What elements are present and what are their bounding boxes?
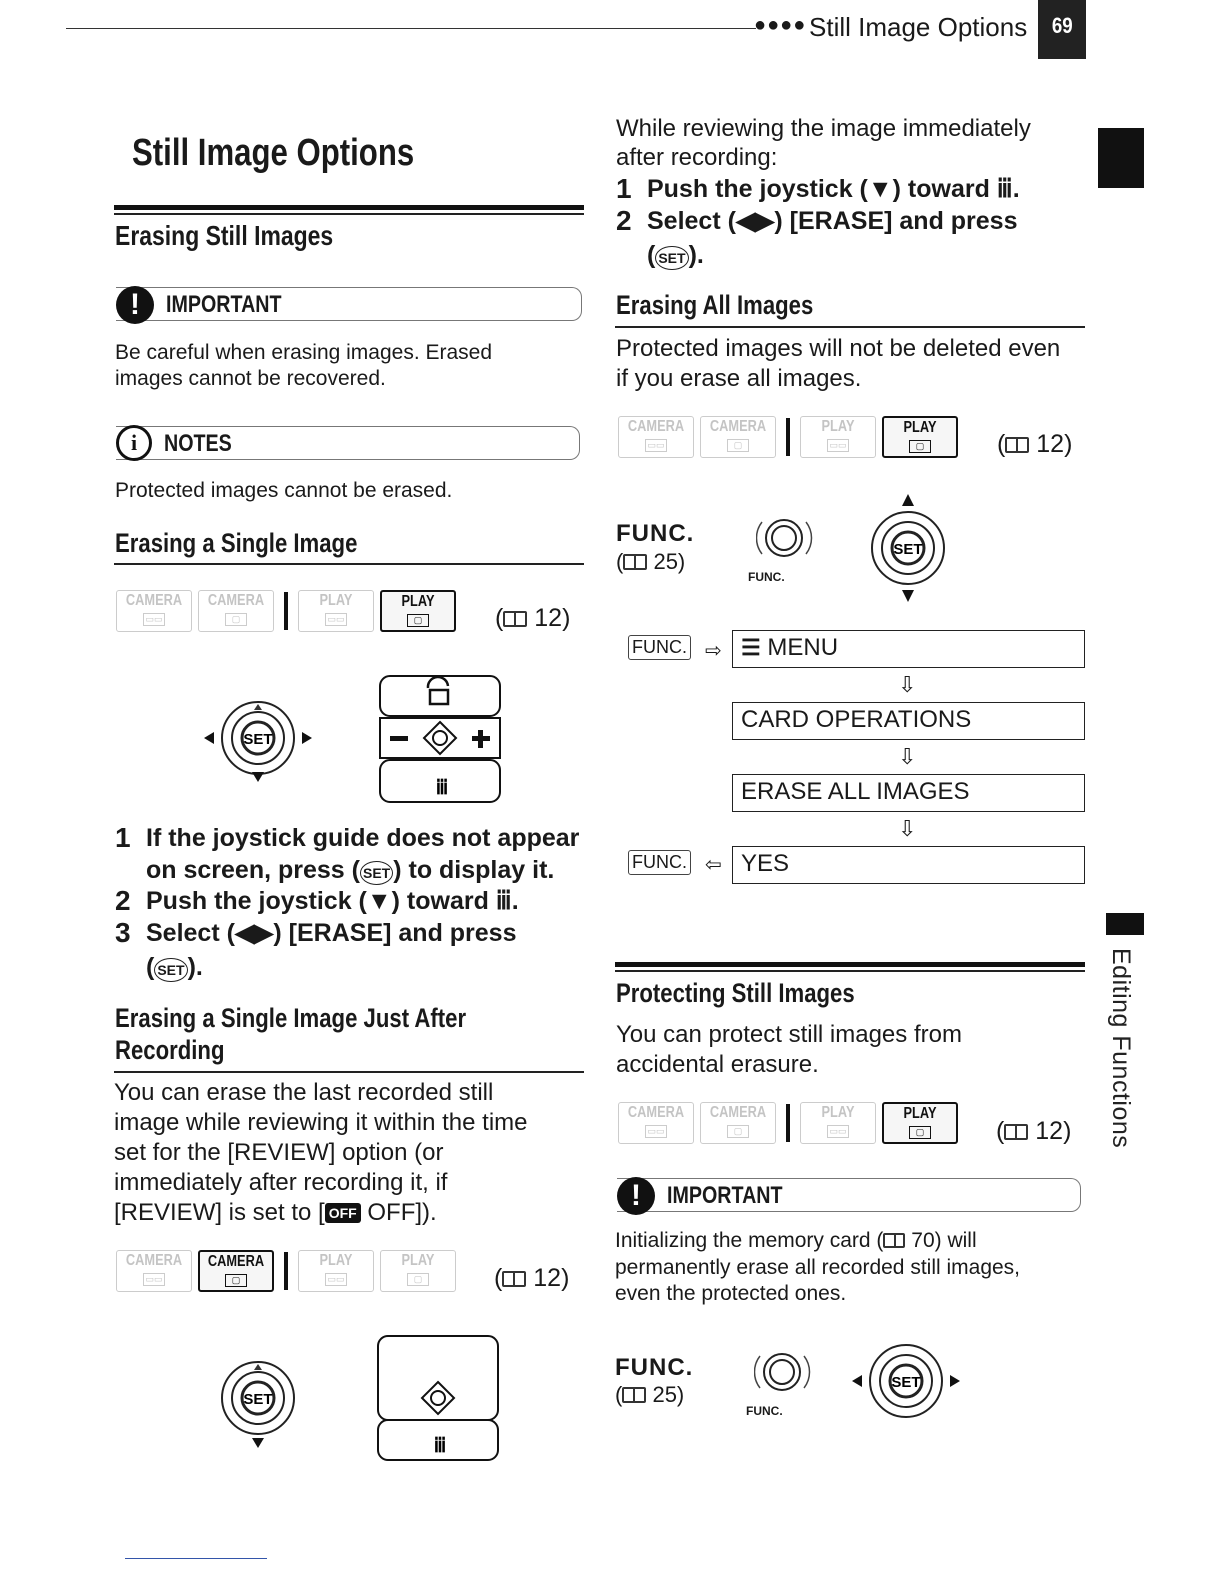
single-image-rule xyxy=(114,563,584,565)
mode-play-tape: PLAY ▭▭ xyxy=(298,1250,374,1292)
joystick-diagram-3 xyxy=(862,492,954,604)
page-ref-4: ( 12) xyxy=(996,1117,1072,1145)
chapter-side-label xyxy=(1106,948,1142,1178)
mode-bar-1 xyxy=(116,590,466,634)
important-callout-2 xyxy=(617,1178,1081,1212)
important-icon: ! xyxy=(617,1177,655,1215)
func-label-1: FUNC. xyxy=(616,520,695,547)
section-rule-thin xyxy=(114,213,584,215)
right-step-1: 1 Push the joystick (▼) toward ⅲ. xyxy=(616,173,1020,204)
review-text-1: While reviewing the image immediately xyxy=(616,115,1031,142)
book-icon xyxy=(502,1271,526,1287)
protect-rule-thick xyxy=(615,962,1085,967)
mode-camera-tape: CAMERA ▭▭ xyxy=(618,1102,694,1144)
joystick-diagram-2 xyxy=(212,1350,308,1460)
just-after-line-5: [REVIEW] is set to [ OFF OFF]). xyxy=(114,1199,437,1226)
book-icon xyxy=(1005,437,1029,453)
notes-label: NOTES xyxy=(164,430,232,457)
mode-bar-2 xyxy=(116,1250,466,1294)
func-small-label-1: FUNC. xyxy=(748,570,785,584)
page-title: Still Image Options xyxy=(132,132,415,174)
page-number: 69 xyxy=(1051,13,1073,38)
joystick-diagram-1 xyxy=(200,690,320,790)
important-label: IMPORTANT xyxy=(166,291,282,318)
mode-camera-card: CAMERA ▢ xyxy=(198,590,274,632)
chapter-marker-block xyxy=(1106,913,1144,935)
just-after-heading-1: Erasing a Single Image Just After xyxy=(115,1003,467,1033)
flow-menu-box: ☰ MENU xyxy=(732,630,1085,668)
important-label-2: IMPORTANT xyxy=(667,1182,783,1209)
mode-camera-tape: CAMERA ▭▭ xyxy=(116,1250,192,1292)
init-warning-line-1: Initializing the memory card ( 70) will xyxy=(615,1229,977,1252)
section-marker-block xyxy=(1098,128,1144,188)
page-ref-2: ( 12) xyxy=(494,1264,570,1292)
mode-play-tape: PLAY ▭▭ xyxy=(800,1102,876,1144)
svg-text:ⅲ: ⅲ xyxy=(433,1435,447,1457)
joystick-diagram-4 xyxy=(848,1338,964,1424)
down-arrow-icon: ⇩ xyxy=(898,672,917,697)
mode-divider xyxy=(284,592,288,630)
svg-text:SET: SET xyxy=(243,1391,273,1408)
just-after-line-4: immediately after recording it, if xyxy=(114,1169,448,1196)
left-arrow-icon: ⇦ xyxy=(705,854,722,876)
chapter-label-text: Editing Functions xyxy=(1107,948,1135,1149)
mode-camera-tape: CAMERA ▭▭ xyxy=(116,590,192,632)
flow-yes-box: YES xyxy=(732,846,1085,884)
review-text-2: after recording: xyxy=(616,144,778,171)
footer-line xyxy=(125,1558,267,1559)
left-step-3: 3 Select (◀▶) [ERASE] and press ( SET ). xyxy=(115,917,517,981)
protect-heading: Protecting Still Images xyxy=(616,978,855,1008)
notes-text: Protected images cannot be erased. xyxy=(115,479,453,502)
erase-all-text-2: if you erase all images. xyxy=(616,365,862,392)
erasing-heading: Erasing Still Images xyxy=(115,220,334,251)
func-button-icon-2 xyxy=(754,1346,814,1402)
protect-rule-thin xyxy=(615,970,1085,972)
mode-camera-tape: CAMERA ▭▭ xyxy=(618,416,694,458)
important-icon: ! xyxy=(116,286,154,324)
just-after-line-2: image while reviewing it within the time xyxy=(114,1109,528,1136)
mode-divider xyxy=(786,418,790,456)
func-button-1: FUNC. xyxy=(628,635,691,660)
info-icon: i xyxy=(116,425,152,461)
section-rule xyxy=(114,205,584,210)
mode-bar-4 xyxy=(618,1102,968,1146)
mode-bar-3 xyxy=(618,416,968,460)
just-after-rule xyxy=(114,1071,584,1073)
important-callout xyxy=(116,287,582,321)
header-rule xyxy=(66,28,756,29)
right-step-2: 2 Select (◀▶) [ERASE] and press ( SET ). xyxy=(616,205,1018,269)
important-text-2: images cannot be recovered. xyxy=(115,367,386,390)
init-warning-line-3: even the protected ones. xyxy=(615,1282,847,1305)
header-title: Still Image Options xyxy=(809,12,1028,42)
mode-play-tape: PLAY ▭▭ xyxy=(298,590,374,632)
page-number-tab xyxy=(1038,0,1086,59)
erase-all-text-1: Protected images will not be deleted even xyxy=(616,335,1061,362)
single-image-heading: Erasing a Single Image xyxy=(115,528,358,558)
book-icon xyxy=(623,554,647,570)
left-step-2: 2 Push the joystick (▼) toward ⅲ. xyxy=(115,885,519,916)
book-icon xyxy=(503,611,527,627)
book-icon xyxy=(883,1233,905,1248)
mode-play-card-active: PLAY ▢ xyxy=(882,1102,958,1144)
svg-text:ⅲ: ⅲ xyxy=(435,777,449,799)
mode-camera-card: CAMERA ▢ xyxy=(700,1102,776,1144)
mode-camera-card: CAMERA ▢ xyxy=(700,416,776,458)
init-warning-line-2: permanently erase all recorded still images, xyxy=(615,1256,1021,1279)
func-ref-2: ( 25) xyxy=(615,1382,685,1407)
down-arrow-icon: ⇩ xyxy=(898,816,917,841)
func-label-2: FUNC. xyxy=(615,1354,694,1381)
mode-divider xyxy=(284,1252,288,1290)
svg-text:SET: SET xyxy=(243,731,273,748)
page-ref-1: ( 12) xyxy=(495,604,571,632)
joystick-guide-1 xyxy=(378,674,502,804)
mode-divider xyxy=(786,1104,790,1142)
book-icon xyxy=(1004,1124,1028,1140)
down-arrow-icon: ⇩ xyxy=(898,744,917,769)
header-dots: ●●●● xyxy=(754,14,807,36)
joystick-guide-2 xyxy=(376,1334,502,1464)
svg-text:SET: SET xyxy=(893,541,923,558)
just-after-heading-2: Recording xyxy=(115,1035,225,1065)
func-button-icon-1 xyxy=(756,512,816,568)
book-icon xyxy=(622,1387,646,1403)
flow-card-ops-box: CARD OPERATIONS xyxy=(732,702,1085,740)
func-button-2: FUNC. xyxy=(628,850,691,875)
mode-play-card-active: PLAY ▢ xyxy=(380,590,456,632)
svg-text:SET: SET xyxy=(891,1374,921,1391)
flow-erase-all-box: ERASE ALL IMAGES xyxy=(732,774,1085,812)
mode-play-card-active: PLAY ▢ xyxy=(882,416,958,458)
page-ref-3: ( 12) xyxy=(997,430,1073,458)
protect-text-1: You can protect still images from xyxy=(616,1021,962,1048)
func-ref-1: ( 25) xyxy=(616,549,686,574)
mode-camera-card-active: CAMERA ▢ xyxy=(198,1250,274,1292)
notes-callout xyxy=(116,426,580,460)
just-after-line-1: You can erase the last recorded still xyxy=(114,1079,494,1106)
off-badge: OFF xyxy=(325,1203,361,1223)
mode-play-card: PLAY ▢ xyxy=(380,1250,456,1292)
func-small-label-2: FUNC. xyxy=(746,1404,783,1418)
mode-play-tape: PLAY ▭▭ xyxy=(800,416,876,458)
just-after-line-3: set for the [REVIEW] option (or xyxy=(114,1139,444,1166)
protect-text-2: accidental erasure. xyxy=(616,1051,819,1078)
erase-all-heading: Erasing All Images xyxy=(616,290,814,320)
important-text-1: Be careful when erasing images. Erased xyxy=(115,341,493,364)
erase-all-rule xyxy=(615,326,1085,328)
left-step-1: 1 If the joystick guide does not appear on screen, press ( SET ) to display it. xyxy=(115,822,580,884)
right-arrow-icon: ⇨ xyxy=(705,640,722,662)
